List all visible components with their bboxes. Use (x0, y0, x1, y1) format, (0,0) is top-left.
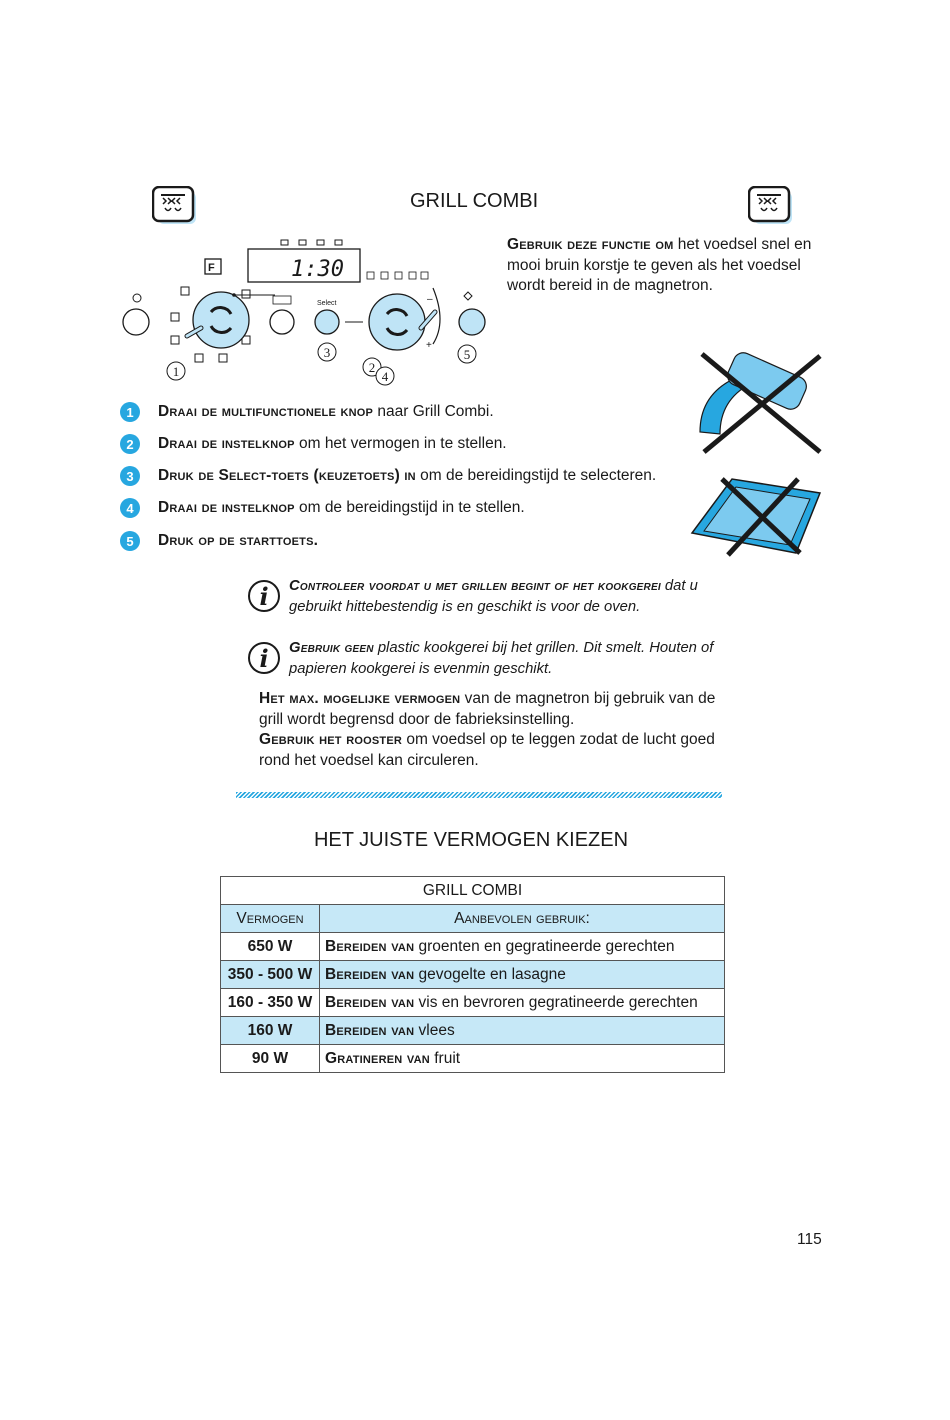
intro-text: Gebruik deze functie om het voedsel snel en mooi bruin korstje te geven als het voedsel wordt bereid in de magnetron. (507, 236, 812, 294)
info-icon: i (248, 642, 280, 674)
paragraph-rack: Gebruik het rooster om voedsel op te leggen zodat de lucht goed rond het voedsel kan circuleren. (259, 731, 715, 769)
grill-combi-icon-right (748, 186, 792, 224)
svg-text:Select: Select (317, 300, 337, 307)
paragraph-max-power: Het max. mogelijke vermogen van de magnetron bij gebruik van de grill wordt begrensd door de fabrieksinstelling. (259, 690, 716, 728)
callout-4: 4 (381, 369, 389, 384)
callout-3: 3 (323, 345, 331, 360)
svg-text:+: + (426, 340, 432, 351)
baking-tray-crossed-out (688, 473, 826, 557)
step-3: 3 Druk de Select-toets (keuzetoets) in om de bereidingstijd te selecteren. (120, 464, 656, 488)
svg-text:–: – (427, 294, 433, 305)
step-5: 5 Druk op de starttoets. (120, 529, 318, 553)
display-time: 1:30 (291, 257, 344, 282)
table-row: 350 - 500 W Bereiden van gevogelte en lasagne (221, 961, 725, 989)
callout-1: 1 (172, 364, 180, 379)
column-header-use: Aanbevolen gebruik: (320, 905, 725, 933)
step-4: 4 Draai de instelknop om de bereidingstijd in te stellen. (120, 496, 525, 520)
step-2: 2 Draai de instelknop om het vermogen in te stellen. (120, 432, 507, 456)
step-number: 1 (120, 402, 140, 422)
control-panel-illustration (115, 232, 495, 392)
page-number: 115 (797, 1231, 822, 1248)
table-title: GRILL COMBI (221, 877, 725, 905)
note-no-plastic: i Gebruik geen plastic kookgerei bij het grillen. Dit smelt. Houten of papieren kookgerei is evenmin geschikt. (248, 638, 748, 684)
info-icon: i (248, 580, 280, 612)
grill-combi-icon-left (152, 186, 196, 224)
callout-2: 2 (368, 360, 376, 375)
table-row: 650 W Bereiden van groenten en gegratineerde gerechten (221, 933, 725, 961)
step-number: 5 (120, 531, 140, 551)
table-row: 160 - 350 W Bereiden van vis en bevroren gegratineerde gerechten (221, 989, 725, 1017)
plastic-container-crossed-out (688, 352, 826, 456)
step-number: 3 (120, 466, 140, 486)
step-number: 2 (120, 434, 140, 454)
table-row: 90 W Gratineren van fruit (221, 1045, 725, 1073)
power-table (220, 876, 725, 1073)
step-1: 1 Draai de multifunctionele knop naar Grill Combi. (120, 400, 494, 424)
step-number: 4 (120, 498, 140, 518)
section-divider (236, 792, 722, 798)
callout-5: 5 (463, 347, 471, 362)
note-cookware-heat: i Controleer voordat u met grillen begint of het kookgerei dat u gebruikt hittebestendig is en geschikt is voor de oven. (248, 576, 748, 622)
table-row: 160 W Bereiden van vlees (221, 1017, 725, 1045)
column-header-power: Vermogen (221, 905, 320, 933)
svg-text:F: F (208, 262, 215, 274)
section-title: HET JUISTE VERMOGEN KIEZEN (313, 829, 629, 851)
page-title: GRILL COMBI (410, 190, 539, 212)
